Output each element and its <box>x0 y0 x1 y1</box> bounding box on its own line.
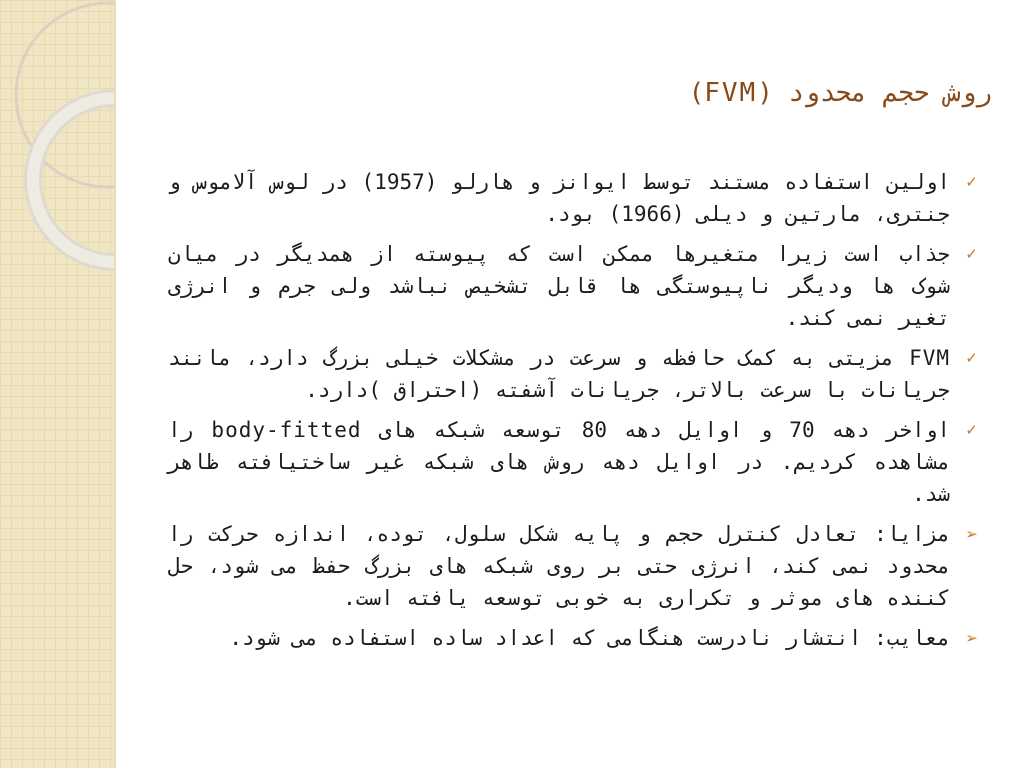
bullet-text: جذاب است زیرا متغیرها ممکن است که پیوسته از همدیگر در میان شوک ها ودیگر ناپیوستگی ها قابل تشخیص نباشد ولی جرم و انرژی تغیر نمی کند. <box>168 242 950 330</box>
check-icon: ✓ <box>965 421 979 439</box>
decorative-sidebar <box>0 0 114 768</box>
bullet-list <box>168 166 986 662</box>
bullet-text: معایب: انتشار نادرست هنگامی که اعداد ساده استفاده می شود. <box>229 626 950 650</box>
check-icon: ✓ <box>965 245 979 263</box>
decorative-rings <box>0 0 114 768</box>
sidebar-divider <box>114 0 116 768</box>
bullet-item <box>168 518 986 614</box>
bullet-item <box>168 342 986 406</box>
arrow-icon: ➢ <box>965 629 979 647</box>
bullet-text: اواخر دهه 70 و اوایل دهه 80 توسعه شبکه های body-fitted را مشاهده کردیم. در اوایل دهه روش های شبکه غیر ساختیافته ظاهر شد. <box>168 418 950 506</box>
check-icon: ✓ <box>965 173 979 191</box>
bullet-text: مزایا: تعادل کنترل حجم و پایه شکل سلول، توده، اندازه حرکت را محدود نمی کند، انرژی حتی بر روی شبکه های بزرگ حفظ می شود، حل کننده های موثر و تکراری به خوبی توسعه یافته است. <box>168 522 950 610</box>
slide-title: روش حجم محدود (FVM) <box>688 78 992 108</box>
bullet-text: FVM مزیتی به کمک حافظه و سرعت در مشکلات خیلی بزرگ دارد، مانند جریانات با سرعت بالاتر، جریانات آشفته (احتراق )دارد. <box>168 346 950 402</box>
bullet-item <box>168 414 986 510</box>
bullet-text: اولین استفاده مستند توسط ایوانز و هارلو (1957) در لوس آلاموس و جنتری، مارتین و دیلی (1966) بود. <box>168 170 950 226</box>
check-icon: ✓ <box>965 349 979 367</box>
bullet-item <box>168 622 986 654</box>
arrow-icon: ➢ <box>965 525 979 543</box>
bullet-item <box>168 238 986 334</box>
bullet-item <box>168 166 986 230</box>
